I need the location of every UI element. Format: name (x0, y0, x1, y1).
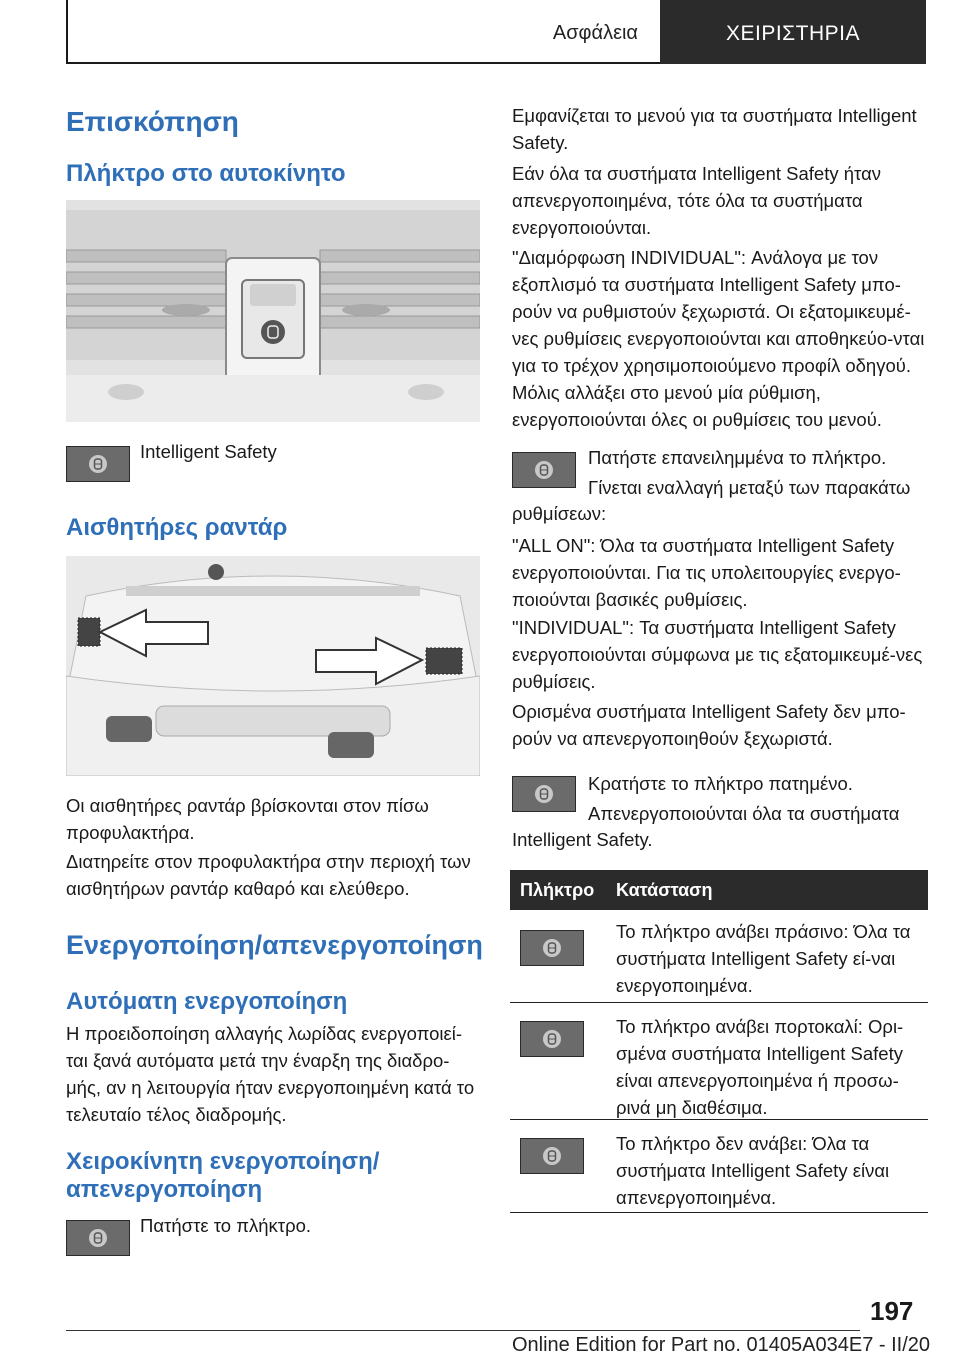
key-status-table (510, 870, 928, 1213)
dashboard-key-photo (66, 200, 480, 422)
key-label: Intelligent Safety (140, 441, 277, 462)
intelligent-safety-key-icon (66, 446, 130, 482)
header-section-title: Ασφάλεια (552, 22, 638, 44)
hold-key-text: Κρατήστε το πλήκτρο πατημένο. (588, 773, 853, 794)
key-in-car-heading: Πλήκτρο στο αυτοκίνητο (66, 160, 346, 187)
intelligent-safety-key-icon (520, 1138, 584, 1174)
toggle-text-line1: Γίνεται εναλλαγή μεταξύ των παρακάτω (588, 477, 911, 498)
table-header (510, 870, 928, 910)
table-cell-state: Το πλήκτρο ανάβει πορτοκαλί: Ορι-σμένα συστήματα Intelligent Safety είναι απενεργοποιημένα ή προσω-ρινά μη διαθέσιμα. (616, 1016, 904, 1118)
radar-sensors-heading: Αισθητήρες ραντάρ (66, 514, 288, 541)
table-row (510, 910, 928, 1003)
menu-appears-text: Εμφανίζεται το μενού για τα συστήματα Intelligent Safety. (512, 105, 917, 153)
deactivate-all-line2: Intelligent Safety. (512, 829, 653, 850)
footer-rule (66, 1330, 860, 1331)
radar-location-text: Οι αισθητήρες ραντάρ βρίσκονται στον πίσω προφυλακτήρα. (66, 795, 429, 843)
footer-edition-link[interactable]: Online Edition for Part no. 01405A034E7 - II/20 (511, 1334, 930, 1356)
intelligent-safety-key-icon (512, 776, 576, 812)
table-row (510, 1120, 928, 1213)
header-left-rule (66, 0, 68, 64)
not-separately-text: Ορισμένα συστήματα Intelligent Safety δεν μπο-ρούν να απενεργοποιηθούν ξεχωριστά. (512, 701, 906, 749)
individual-text: "INDIVIDUAL": Τα συστήματα Intelligent Safety ενεργοποιούνται σύμφωνα με τις εξατομικευμέ-νες ρυθμίσεις. (512, 617, 923, 692)
table-header-key: Πλήκτρο (520, 880, 595, 900)
table-header-state: Κατάσταση (616, 880, 713, 900)
manual-activation-heading-line2: απενεργοποίηση (66, 1176, 263, 1203)
intelligent-safety-key-icon (66, 1220, 130, 1256)
table-row (510, 1003, 928, 1120)
activation-heading: Ενεργοποίηση/απενεργοποίηση (66, 930, 483, 960)
intelligent-safety-key-icon (520, 930, 584, 966)
toggle-text-line2: ρυθμίσεων: (512, 503, 607, 524)
car-rear-illustration (66, 556, 480, 776)
overview-heading: Επισκόπηση (66, 106, 239, 137)
dashboard-illustration (66, 200, 480, 422)
page-number: 197 (870, 1296, 914, 1326)
header-chapter-title: ΧΕΙΡΙΣΤΗΡΙΑ (725, 22, 860, 45)
radar-clean-text: Διατηρείτε στον προφυλακτήρα στην περιοχή των αισθητήρων ραντάρ καθαρό και ελεύθερο. (66, 851, 471, 899)
all-on-text: "ALL ON": Όλα τα συστήματα Intelligent Safety ενεργοποιούνται. Για τις υπολειτουργίες ενεργο-ποιούνται βασικές ρυθμίσεις. (512, 535, 901, 610)
auto-activation-heading: Αυτόματη ενεργοποίηση (66, 988, 348, 1015)
intelligent-safety-key-icon (520, 1021, 584, 1057)
all-deactivated-text: Εάν όλα τα συστήματα Intelligent Safety ήταν απενεργοποιημένα, τότε όλα τα συστήματα ενεργοποιούνται. (512, 163, 882, 238)
auto-activation-text: Η προειδοποίηση αλλαγής λωρίδας ενεργοποιεί-ται ξανά αυτόματα μετά την έναρξη της διαδρο-μής, αν η λειτουργία ήταν ενεργοποιημένη κατά το τελευταίο τέλος διαδρομής. (66, 1023, 475, 1125)
manual-activation-heading-line1: Χειροκίνητη ενεργοποίηση/ (66, 1148, 380, 1175)
table-cell-state: Το πλήκτρο δεν ανάβει: Όλα τα συστήματα Intelligent Safety είναι απενεργοποιημένα. (616, 1133, 890, 1208)
table-cell-state: Το πλήκτρο ανάβει πράσινο: Όλα τα συστήματα Intelligent Safety εί-ναι ενεργοποιημένα. (616, 921, 911, 996)
press-key-text: Πατήστε το πλήκτρο. (140, 1215, 312, 1236)
intelligent-safety-key-icon (512, 452, 576, 488)
radar-sensors-photo (66, 556, 480, 776)
press-repeatedly-text: Πατήστε επανειλημμένα το πλήκτρο. (588, 447, 887, 468)
deactivate-all-line1: Απενεργοποιούνται όλα τα συστήματα (588, 803, 900, 824)
individual-config-text: "Διαμόρφωση INDIVIDUAL": Ανάλογα με τον εξοπλισμό τα συστήματα Intelligent Safety μπο-ρούν να ρυθμιστούν ξεχωριστά. Οι εξατομικευμέ-νες ρυθμίσεις ενεργοποιούνται και αποθηκεύο-νται για το τρέχον χρησιμοποιούμενο προφίλ οδηγού. Μόλις αλλάξει στο μενού μία ρύθμιση, ενεργοποιούνται όλες οι ρυθμίσεις του μενού. (512, 247, 925, 430)
